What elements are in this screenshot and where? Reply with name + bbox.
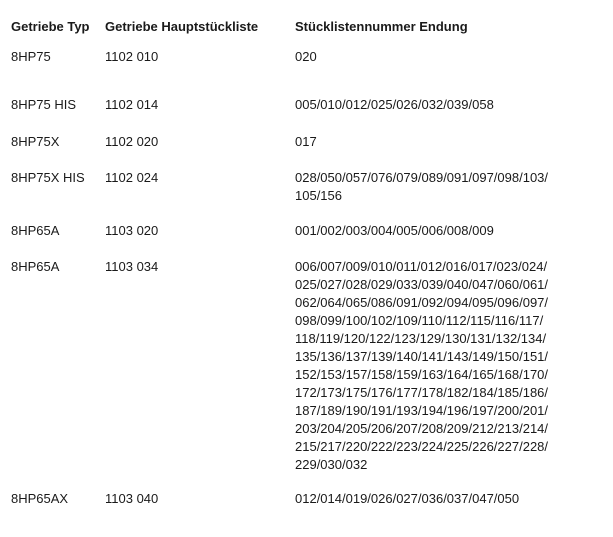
endung-line: 172/173/175/176/177/178/182/184/185/186/ bbox=[295, 385, 549, 400]
row-8hp75-haupt: 1102 010 bbox=[105, 49, 159, 64]
row-8hp75x-his-typ: 8HP75X HIS bbox=[11, 170, 85, 185]
row-8hp65ax-typ: 8HP65AX bbox=[11, 491, 69, 506]
endung-line: 005/010/012/025/026/032/039/058 bbox=[295, 97, 494, 112]
row-8hp75x-his-endung bbox=[295, 169, 548, 205]
endung-line: 025/027/028/029/033/039/040/047/060/061/ bbox=[295, 277, 549, 292]
row-8hp65a-1-typ: 8HP65A bbox=[11, 223, 60, 238]
row-8hp75x-typ: 8HP75X bbox=[11, 134, 60, 149]
endung-line: 203/204/205/206/207/208/209/212/213/214/ bbox=[295, 421, 549, 436]
header-stuecklistennummer-endung: Stücklistennummer Endung bbox=[295, 19, 468, 34]
row-8hp75-his-endung bbox=[295, 96, 494, 114]
header-hauptstueckliste: Getriebe Hauptstückliste bbox=[105, 19, 259, 34]
endung-line: 062/064/065/086/091/092/094/095/096/097/ bbox=[295, 295, 549, 310]
endung-line: 152/153/157/158/159/163/164/165/168/170/ bbox=[295, 367, 549, 382]
row-8hp65a-1-haupt: 1103 020 bbox=[105, 223, 159, 238]
endung-line: 118/119/120/122/123/129/130/131/132/134/ bbox=[295, 331, 547, 346]
row-8hp65ax-endung bbox=[295, 490, 519, 508]
endung-line: 017 bbox=[295, 134, 317, 149]
endung-line: 028/050/057/076/079/089/091/097/098/103/ bbox=[295, 170, 549, 185]
row-8hp65a-2-haupt: 1103 034 bbox=[105, 259, 159, 274]
endung-line: 098/099/100/102/109/110/112/115/116/117/ bbox=[295, 313, 544, 328]
row-8hp65a-2-endung bbox=[295, 258, 548, 474]
endung-line: 001/002/003/004/005/006/008/009 bbox=[295, 223, 494, 238]
row-8hp75-endung bbox=[295, 48, 317, 66]
endung-line: 105/156 bbox=[295, 188, 342, 203]
endung-line: 006/007/009/010/011/012/016/017/023/024/ bbox=[295, 259, 548, 274]
row-8hp75x-his-haupt: 1102 024 bbox=[105, 170, 159, 185]
row-8hp75-his-haupt: 1102 014 bbox=[105, 97, 159, 112]
endung-line: 020 bbox=[295, 49, 317, 64]
row-8hp65a-2-typ: 8HP65A bbox=[11, 259, 60, 274]
row-8hp75-typ: 8HP75 bbox=[11, 49, 51, 64]
row-8hp65a-1-endung bbox=[295, 222, 494, 240]
row-8hp75-his-typ: 8HP75 HIS bbox=[11, 97, 77, 112]
endung-line: 012/014/019/026/027/036/037/047/050 bbox=[295, 491, 520, 506]
endung-line: 229/030/032 bbox=[295, 457, 368, 472]
row-8hp75x-endung bbox=[295, 133, 317, 151]
endung-line: 215/217/220/222/223/224/225/226/227/228/ bbox=[295, 439, 549, 454]
row-8hp65ax-haupt: 1103 040 bbox=[105, 491, 159, 506]
row-8hp75x-haupt: 1102 020 bbox=[105, 134, 159, 149]
header-getriebe-typ: Getriebe Typ bbox=[11, 19, 90, 34]
endung-line: 187/189/190/191/193/194/196/197/200/201/ bbox=[295, 403, 549, 418]
endung-line: 135/136/137/139/140/141/143/149/150/151/ bbox=[295, 349, 549, 364]
